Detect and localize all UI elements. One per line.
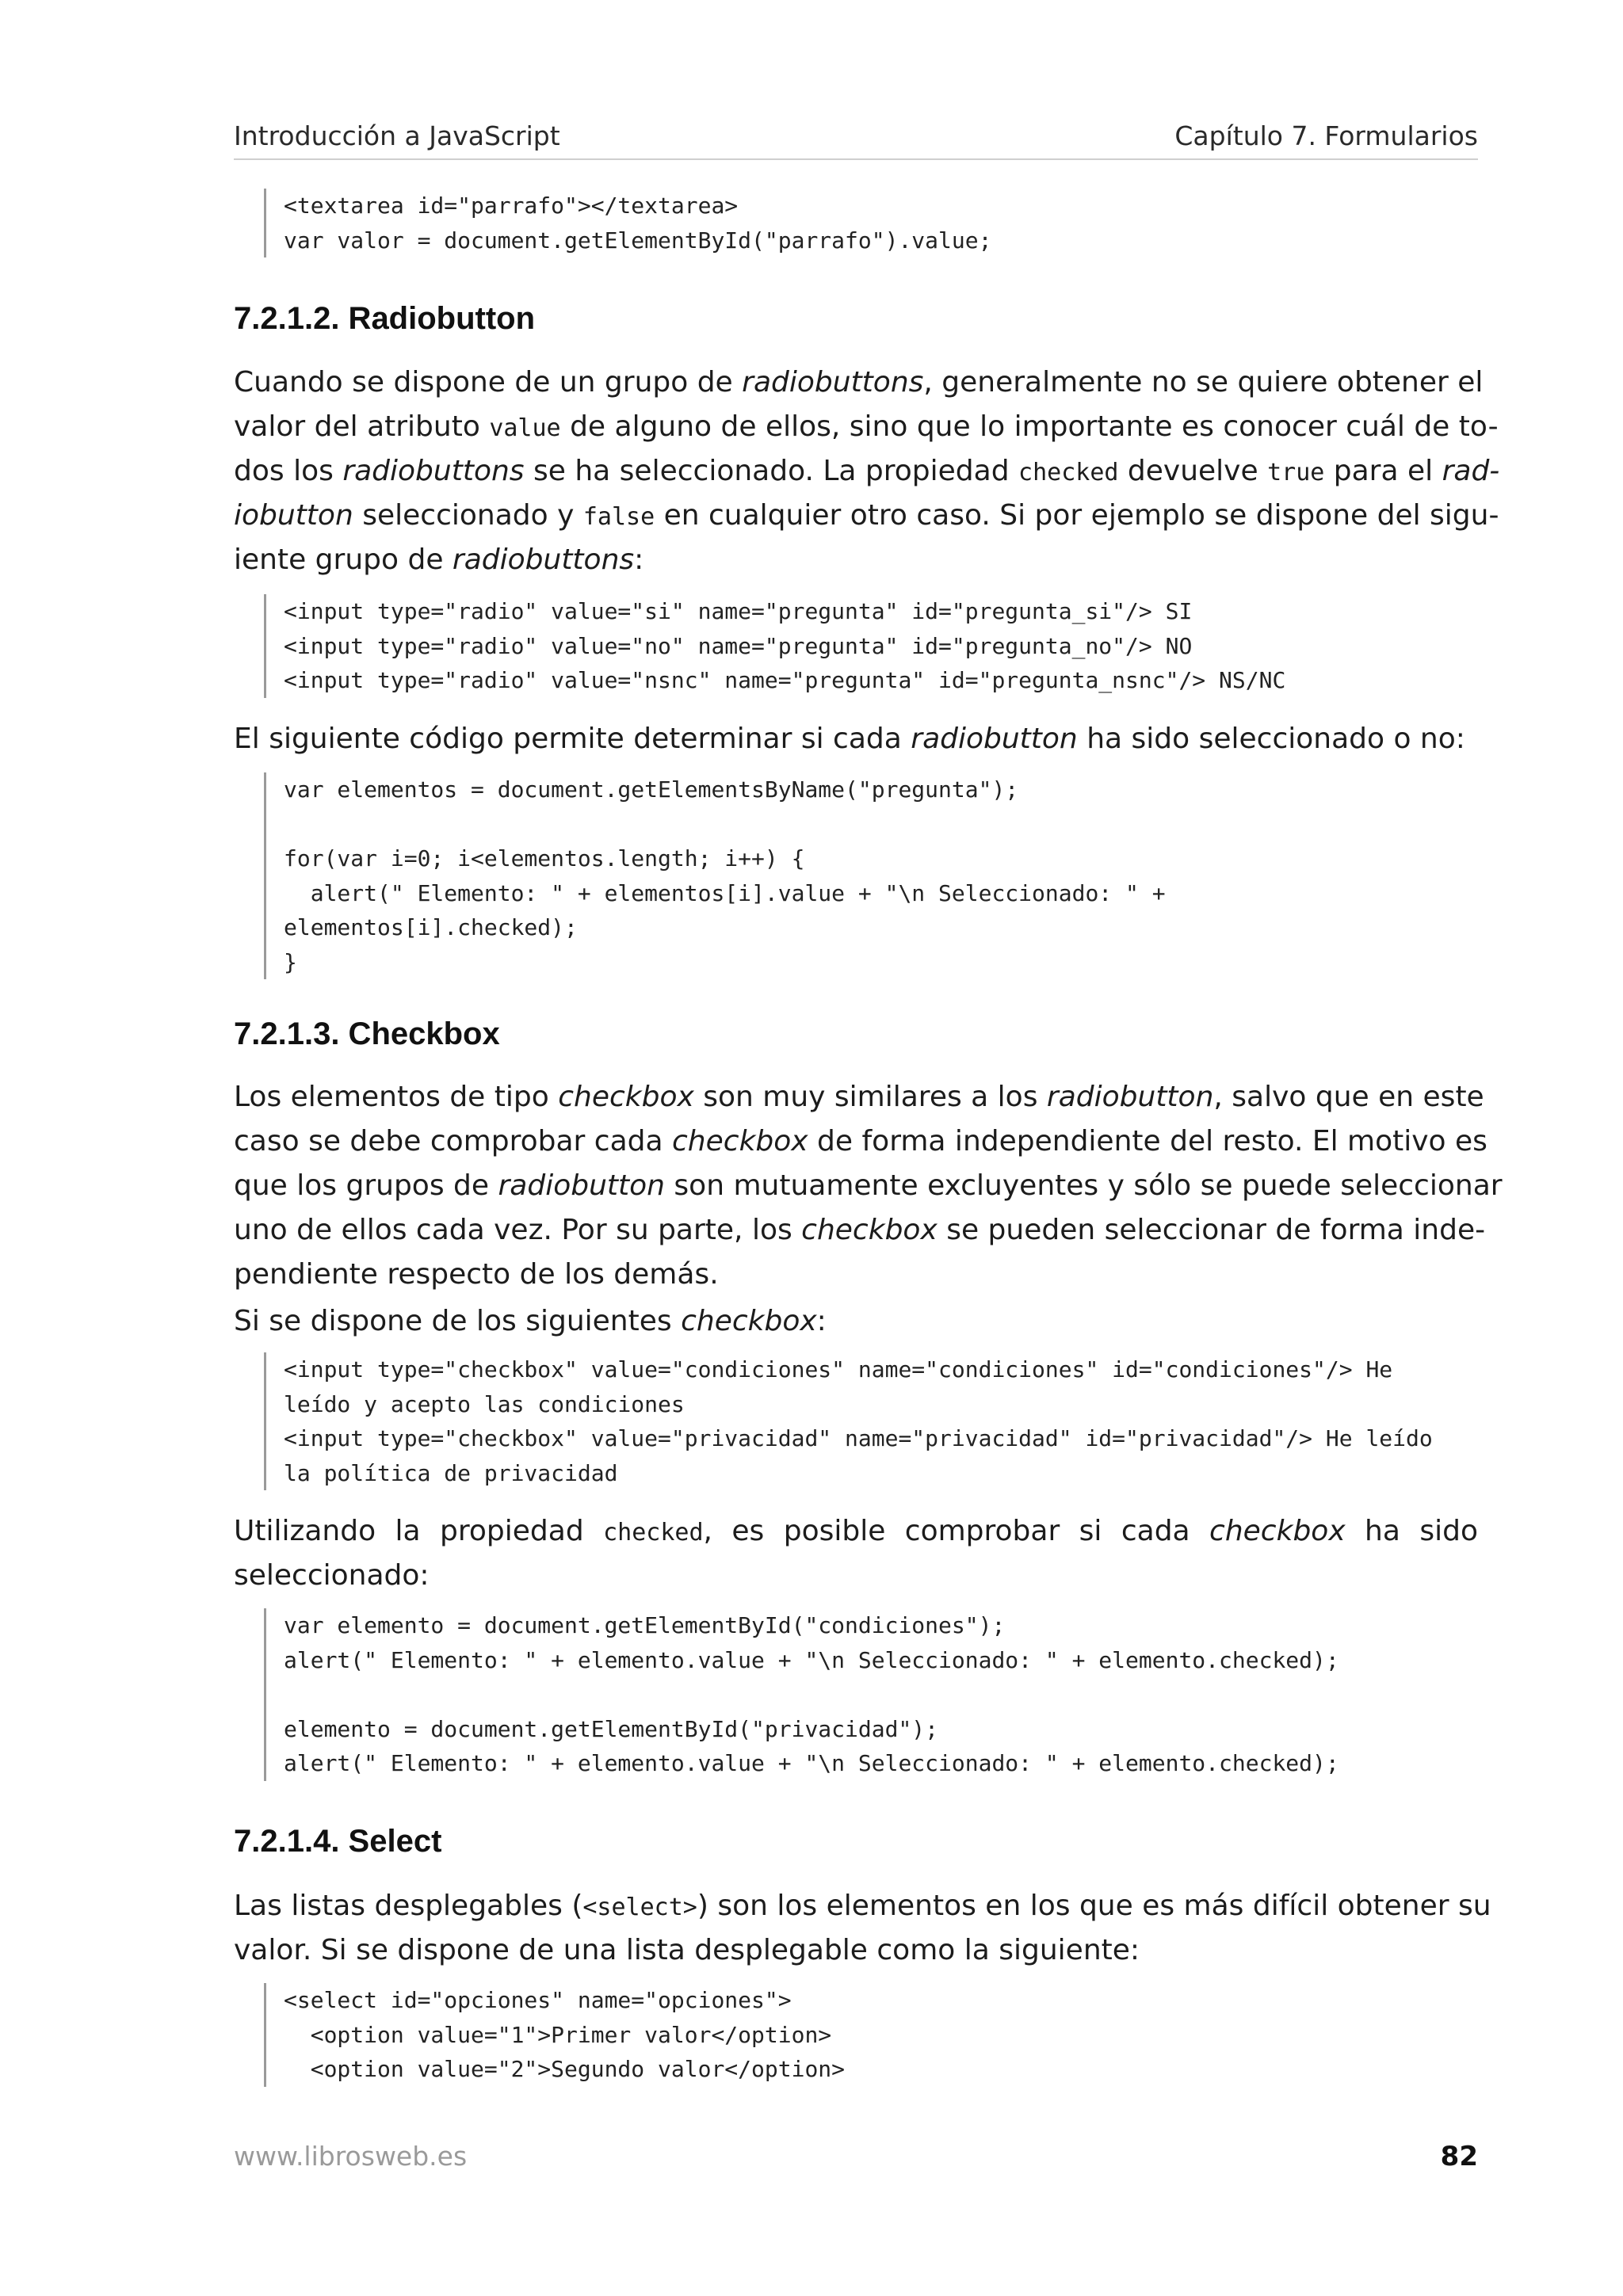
code-line: leído y acepto las condiciones: [284, 1390, 685, 1417]
code-block-textarea: [264, 189, 991, 257]
code-line: la política de privacidad: [284, 1459, 618, 1486]
code-line: elementos[i].checked);: [284, 914, 578, 940]
code-line: <input type="radio" value="nsnc" name="pregunta" id="pregunta_nsnc"/> NS/NC: [284, 667, 1286, 693]
section-heading-checkbox: 7.2.1.3. Checkbox: [234, 1016, 500, 1051]
code-line: elemento = document.getElementById("privacidad");: [284, 1715, 939, 1742]
book-title: Introducción a JavaScript: [234, 120, 560, 151]
code-line: alert(" Elemento: " + elemento.value + "\n Seleccionado: " + elemento.checked);: [284, 1750, 1339, 1776]
code-line: var elementos = document.getElementsByName("pregunta");: [284, 776, 1019, 803]
paragraph-select-intro: Las listas desplegables (<select>) son los elementos en los que es más difícil obtener su valor. Si se dispone de una lista desplegable como la siguiente:: [234, 1890, 1491, 1966]
section-heading-select: 7.2.1.4. Select: [234, 1824, 442, 1859]
code-line: }: [284, 948, 297, 975]
code-block-radio-html: [264, 594, 1285, 698]
code-line: <input type="radio" value="no" name="pregunta" id="pregunta_no"/> NO: [284, 632, 1193, 659]
paragraph-radio-intro: Cuando se dispone de un grupo de radiobuttons, generalmente no se quiere obtener el valor del atributo value de alguno de ellos, sino que lo importante es conocer cuál de to- dos los radiobuttons se ha seleccionado. La propiedad checked devuelve true para el rad- iobutton seleccionado y false en cualquier otro caso. Si por ejemplo se dispone del sigu- iente grupo de radiobuttons:: [234, 366, 1500, 576]
chapter-title: Capítulo 7. Formularios: [1174, 120, 1478, 151]
section-heading-radiobutton: 7.2.1.2. Radiobutton: [234, 301, 536, 336]
code-line: <option value="2">Segundo valor</option>: [284, 2056, 846, 2082]
code-block-checkbox-js: [264, 1608, 1339, 1781]
code-line: alert(" Elemento: " + elementos[i].value + "\n Seleccionado: " +: [284, 879, 1166, 906]
page-number: 82: [1440, 2141, 1478, 2172]
footer-site: www.librosweb.es: [234, 2141, 468, 2172]
code-line: <textarea id="parrafo"></textarea>: [284, 193, 739, 219]
code-line: <input type="checkbox" value="condiciones" name="condiciones" id="condiciones"/> He: [284, 1356, 1393, 1383]
code-line: <select id="opciones" name="opciones">: [284, 1987, 792, 2013]
page-header: [234, 117, 1478, 160]
code-line: alert(" Elemento: " + elemento.value + "\n Seleccionado: " + elemento.checked);: [284, 1646, 1339, 1673]
paragraph-radio-code-intro: El siguiente código permite determinar si cada radiobutton ha sido seleccionado o no:: [234, 723, 1465, 755]
code-line: var elemento = document.getElementById("condiciones");: [284, 1612, 1006, 1638]
code-line: <option value="1">Primer valor</option>: [284, 2021, 832, 2048]
paragraph-checkbox-checked: Utilizando la propiedad checked, es posible comprobar si cada checkbox ha sido seleccionado:: [234, 1515, 1478, 1592]
code-block-checkbox-html: [264, 1352, 1433, 1490]
code-block-select: [264, 1983, 845, 2087]
code-line: var valor = document.getElementById("parrafo").value;: [284, 227, 992, 254]
code-line: <input type="checkbox" value="privacidad" name="privacidad" id="privacidad"/> He leído: [284, 1425, 1433, 1451]
paragraph-checkbox-code-intro: Si se dispone de los siguientes checkbox:: [234, 1305, 827, 1337]
code-line: <input type="radio" value="si" name="pregunta" id="pregunta_si"/> SI: [284, 598, 1193, 624]
code-line: for(var i=0; i<elementos.length; i++) {: [284, 845, 805, 871]
paragraph-checkbox-intro: Los elementos de tipo checkbox son muy similares a los radiobutton, salvo que en este caso se debe comprobar cada checkbox de forma independiente del resto. El motivo es que los grupos de radiobutton son mutuamente excluyentes y sólo se puede seleccionar uno de ellos cada vez. Por su parte, los checkbox se pueden seleccionar de forma inde- pendiente respecto de los demás.: [234, 1081, 1503, 1291]
code-block-radio-js: [264, 772, 1166, 979]
